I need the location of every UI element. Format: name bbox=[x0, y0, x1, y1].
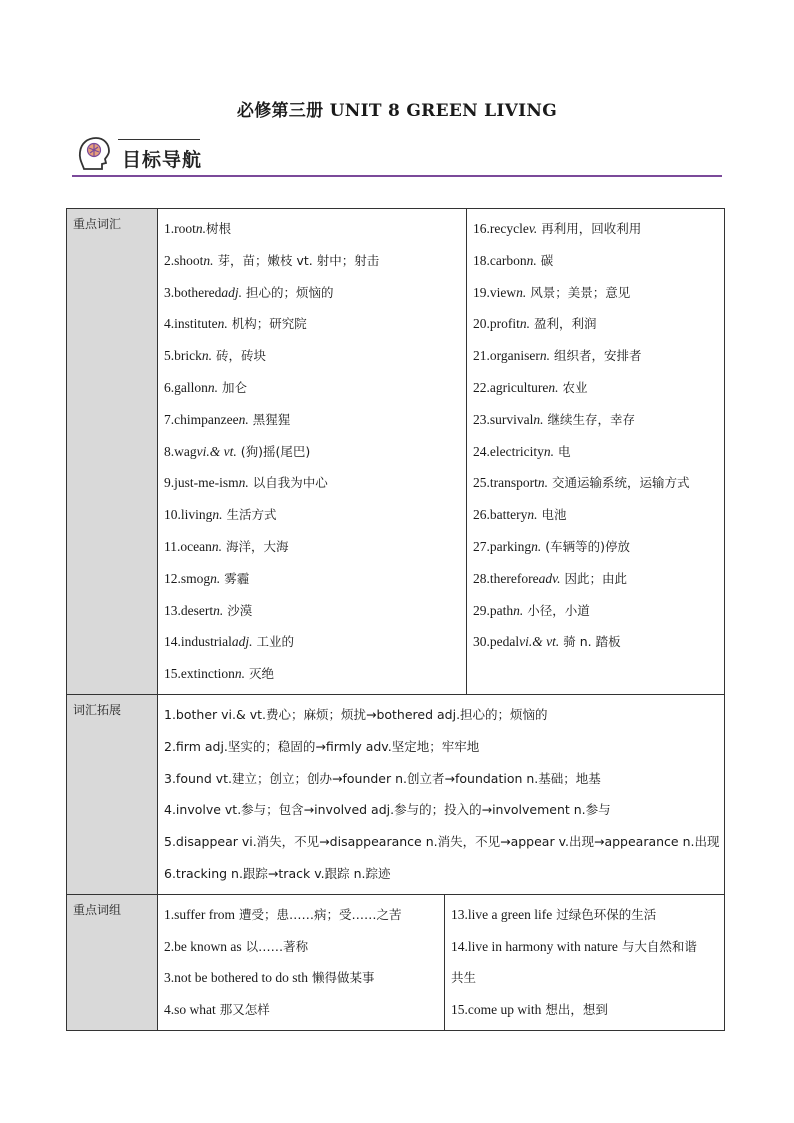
vocab-word: 20.profit bbox=[473, 316, 520, 332]
vocab-meaning: 农业 bbox=[558, 379, 588, 395]
phrase-en: 13.live a green life bbox=[451, 906, 553, 922]
expand-cell bbox=[158, 694, 725, 894]
vocab-item bbox=[473, 245, 724, 277]
header-underline bbox=[72, 175, 722, 177]
vocab-item bbox=[164, 563, 466, 595]
vocab-pos: n. bbox=[238, 475, 249, 491]
vocab-meaning: 雾霾 bbox=[220, 570, 250, 586]
vocab-meaning: 机构；研究院 bbox=[227, 316, 307, 332]
vocab-pos: adj. bbox=[231, 634, 253, 650]
phrase-en: 15.come up with bbox=[451, 1002, 542, 1018]
vocab-item bbox=[473, 404, 724, 436]
vocab-pos: n. bbox=[195, 221, 206, 236]
vocab-meaning: 芽，苗；嫩枝 vt. 射中；射击 bbox=[213, 252, 380, 268]
vocab-item bbox=[164, 531, 466, 563]
vocab-word: 9.just-me-ism bbox=[164, 475, 239, 491]
vocab-meaning: 小径，小道 bbox=[523, 602, 590, 618]
vocab-inner bbox=[158, 209, 724, 694]
vocab-pos: n. bbox=[212, 507, 223, 523]
phrase-cn: 遭受；患……病；受……之苦 bbox=[234, 906, 402, 922]
vocab-word: 19.view bbox=[473, 284, 517, 300]
vocab-word: 29.path bbox=[473, 602, 514, 618]
section-header-label: 目标导航 bbox=[122, 149, 203, 171]
phrases-inner bbox=[158, 895, 724, 1030]
vocab-word: 10.living bbox=[164, 507, 213, 523]
vocab-word: 22.agriculture bbox=[473, 379, 549, 395]
phrases-row bbox=[67, 894, 725, 1030]
vocab-item bbox=[164, 658, 466, 690]
phrase-item bbox=[164, 962, 444, 994]
vocab-pos: n. bbox=[526, 252, 537, 268]
phrase-item bbox=[164, 899, 444, 931]
vocab-word: 13.desert bbox=[164, 602, 214, 618]
vocab-pos: n. bbox=[210, 570, 221, 586]
expand-line: 3.found vt.建立；创立；创办→founder n.创立者→foundation n.基础；地基 bbox=[164, 770, 601, 786]
vocab-meaning: 灭绝 bbox=[245, 666, 274, 682]
vocab-left-col bbox=[158, 209, 467, 694]
vocab-item bbox=[473, 372, 724, 404]
vocab-word: 5.brick bbox=[164, 348, 202, 364]
vocab-meaning: (车辆等的)停放 bbox=[541, 538, 630, 554]
vocab-meaning: 砖，砖块 bbox=[212, 348, 266, 364]
vocab-pos: n. bbox=[543, 443, 554, 459]
vocab-item bbox=[473, 308, 724, 340]
vocab-item bbox=[473, 277, 724, 309]
vocab-word: 12.smog bbox=[164, 570, 211, 586]
page-title: 必修第三册 UNIT 8 GREEN LIVING bbox=[236, 101, 558, 121]
expand-line: 1.bother vi.& vt.费心；麻烦；烦扰→bothered adj.担心的；烦恼的 bbox=[164, 706, 548, 722]
vocab-meaning: 盈利，利润 bbox=[530, 316, 597, 332]
vocab-word: 23.survival bbox=[473, 411, 534, 427]
vocab-meaning: 沙漠 bbox=[223, 602, 253, 618]
head-brain-icon bbox=[76, 135, 112, 173]
vocab-word: 7.chimpanzee bbox=[164, 411, 239, 427]
vocab-pos: vi.& vt. bbox=[519, 634, 560, 650]
vocab-pos: n. bbox=[539, 348, 550, 364]
phrase-cn: 过绿色环保的生活 bbox=[552, 906, 657, 922]
phrase-en: 3.not be bothered to do sth bbox=[164, 970, 308, 986]
vocab-right-col bbox=[467, 209, 725, 694]
vocab-meaning: 交通运输系统，运输方式 bbox=[548, 475, 690, 491]
vocab-item bbox=[164, 372, 466, 404]
vocab-meaning: 担心的；烦恼的 bbox=[242, 284, 334, 300]
vocab-meaning: 海洋，大海 bbox=[221, 538, 289, 554]
vocab-item bbox=[473, 531, 724, 563]
vocab-meaning: 碳 bbox=[536, 252, 554, 268]
phrase-item bbox=[164, 994, 444, 1026]
vocab-item bbox=[164, 467, 466, 499]
vocab-item bbox=[473, 340, 724, 372]
vocab-pos: n. bbox=[531, 538, 542, 554]
phrase-cn: 想出，想到 bbox=[541, 1002, 608, 1018]
expand-line: 4.involve vt.参与；包含→involved adj.参与的；投入的→involvement n.参与 bbox=[164, 802, 611, 818]
vocab-word: 14.industrial bbox=[164, 634, 232, 650]
phrase-cn: 懒得做某事 bbox=[307, 970, 375, 986]
vocab-item bbox=[164, 340, 466, 372]
vocab-word: 4.institute bbox=[164, 316, 218, 332]
vocab-item bbox=[164, 499, 466, 531]
vocab-item bbox=[473, 436, 724, 468]
vocab-word: 2.shoot bbox=[164, 252, 204, 268]
phrase-cn: 共生 bbox=[451, 970, 477, 986]
vocab-item bbox=[164, 308, 466, 340]
phrase-en: 1.suffer from bbox=[164, 906, 235, 922]
vocab-pos: n. bbox=[211, 538, 222, 554]
vocab-item bbox=[164, 245, 466, 277]
vocab-cell bbox=[158, 209, 725, 695]
vocab-item bbox=[473, 467, 724, 499]
vocab-item bbox=[473, 626, 724, 658]
vocab-item bbox=[473, 563, 724, 595]
phrase-item bbox=[451, 994, 724, 1026]
row-label: 词汇拓展 bbox=[67, 694, 158, 894]
vocab-word: 27.parking bbox=[473, 538, 532, 554]
vocab-pos: n. bbox=[513, 602, 524, 618]
vocab-word: 18.carbon bbox=[473, 252, 527, 268]
phrase-item bbox=[451, 931, 724, 963]
vocab-meaning: 骑 n. 踏板 bbox=[559, 634, 621, 650]
vocab-pos: n. bbox=[207, 379, 218, 395]
phrase-item bbox=[451, 962, 724, 994]
vocab-item bbox=[164, 436, 466, 468]
vocab-pos: n. bbox=[217, 316, 228, 332]
phrases-right-col bbox=[445, 895, 725, 1030]
vocab-pos: n. bbox=[548, 379, 559, 395]
vocab-word: 28.therefore bbox=[473, 570, 539, 586]
vocab-pos: n. bbox=[213, 602, 224, 618]
expand-line: 6.tracking n.跟踪→track v.跟踪 n.踪迹 bbox=[164, 865, 391, 881]
vocab-meaning: 继续生存，幸存 bbox=[543, 411, 635, 427]
vocab-pos: n. bbox=[533, 411, 544, 427]
vocab-pos: n. bbox=[203, 252, 214, 268]
vocab-item bbox=[164, 213, 466, 245]
vocab-meaning: (狗)摇(尾巴) bbox=[236, 443, 311, 459]
vocab-pos: n. bbox=[519, 316, 530, 332]
vocab-row bbox=[67, 209, 725, 695]
vocab-word: 11.ocean bbox=[164, 538, 212, 554]
vocab-word: 15.extinction bbox=[164, 666, 235, 682]
vocab-word: 16.recycle bbox=[473, 221, 529, 236]
phrase-en: 4.so what bbox=[164, 1002, 216, 1018]
vocab-word: 25.transport bbox=[473, 475, 538, 491]
row-label: 重点词组 bbox=[67, 894, 158, 1030]
section-header bbox=[72, 133, 722, 177]
vocab-meaning: 生活方式 bbox=[222, 507, 277, 523]
vocab-word: 26.battery bbox=[473, 507, 528, 523]
vocab-pos: n. bbox=[238, 411, 249, 427]
header-decor-line bbox=[118, 139, 200, 140]
expand-row bbox=[67, 694, 725, 894]
vocab-word: 24.electricity bbox=[473, 443, 544, 459]
vocab-word: 30.pedal bbox=[473, 634, 520, 650]
vocab-pos: v. bbox=[528, 221, 538, 236]
vocab-word: 3.bothered bbox=[164, 284, 222, 300]
vocab-meaning: 组织者，安排者 bbox=[550, 348, 642, 364]
vocab-pos: vi.& vt. bbox=[196, 443, 237, 459]
phrase-item bbox=[451, 899, 724, 931]
vocab-meaning: 以自我为中心 bbox=[248, 475, 328, 491]
phrase-en: 14.live in harmony with nature bbox=[451, 938, 618, 954]
phrase-cn: 与大自然和谐 bbox=[617, 938, 697, 954]
vocab-item bbox=[473, 499, 724, 531]
vocab-meaning: 电 bbox=[553, 443, 571, 459]
vocab-table bbox=[66, 208, 725, 1031]
vocab-pos: n. bbox=[537, 475, 548, 491]
row-label: 重点词汇 bbox=[67, 209, 158, 695]
expand-line: 5.disappear vi.消失，不见→disappearance n.消失，不见→appear v.出现→appearance n.出现 bbox=[164, 834, 720, 850]
vocab-item bbox=[473, 213, 724, 245]
expand-line: 2.firm adj.坚实的；稳固的→firmly adv.坚定地；牢牢地 bbox=[164, 738, 480, 754]
vocab-meaning: 电池 bbox=[537, 507, 567, 523]
vocab-meaning: 工业的 bbox=[252, 634, 294, 650]
vocab-meaning: 黑猩猩 bbox=[248, 411, 291, 427]
vocab-word: 21.organiser bbox=[473, 348, 540, 364]
phrases-left-col bbox=[158, 895, 445, 1030]
vocab-meaning: 树根 bbox=[206, 221, 232, 236]
vocab-item bbox=[164, 404, 466, 436]
vocab-item bbox=[164, 277, 466, 309]
phrase-item bbox=[164, 931, 444, 963]
vocab-meaning: 风景；美景；意见 bbox=[526, 284, 631, 300]
vocab-item bbox=[473, 595, 724, 627]
phrase-cn: 那又怎样 bbox=[215, 1002, 270, 1018]
vocab-item bbox=[164, 626, 466, 658]
phrase-en: 2.be known as bbox=[164, 938, 242, 954]
vocab-pos: adv. bbox=[538, 570, 561, 586]
phrases-cell bbox=[158, 894, 725, 1030]
vocab-meaning: 加仑 bbox=[218, 379, 247, 395]
vocab-pos: n. bbox=[234, 666, 245, 682]
vocab-pos: n. bbox=[516, 284, 527, 300]
vocab-item bbox=[164, 595, 466, 627]
phrase-cn: 以……著称 bbox=[241, 938, 309, 954]
vocab-pos: n. bbox=[527, 507, 538, 523]
vocab-word: 1.root bbox=[164, 221, 196, 236]
vocab-word: 6.gallon bbox=[164, 379, 208, 395]
vocab-word: 8.wag bbox=[164, 443, 197, 459]
vocab-pos: adj. bbox=[221, 284, 242, 300]
vocab-meaning: 再利用，回收利用 bbox=[537, 221, 642, 236]
vocab-meaning: 因此；由此 bbox=[560, 570, 627, 586]
vocab-pos: n. bbox=[201, 348, 212, 364]
